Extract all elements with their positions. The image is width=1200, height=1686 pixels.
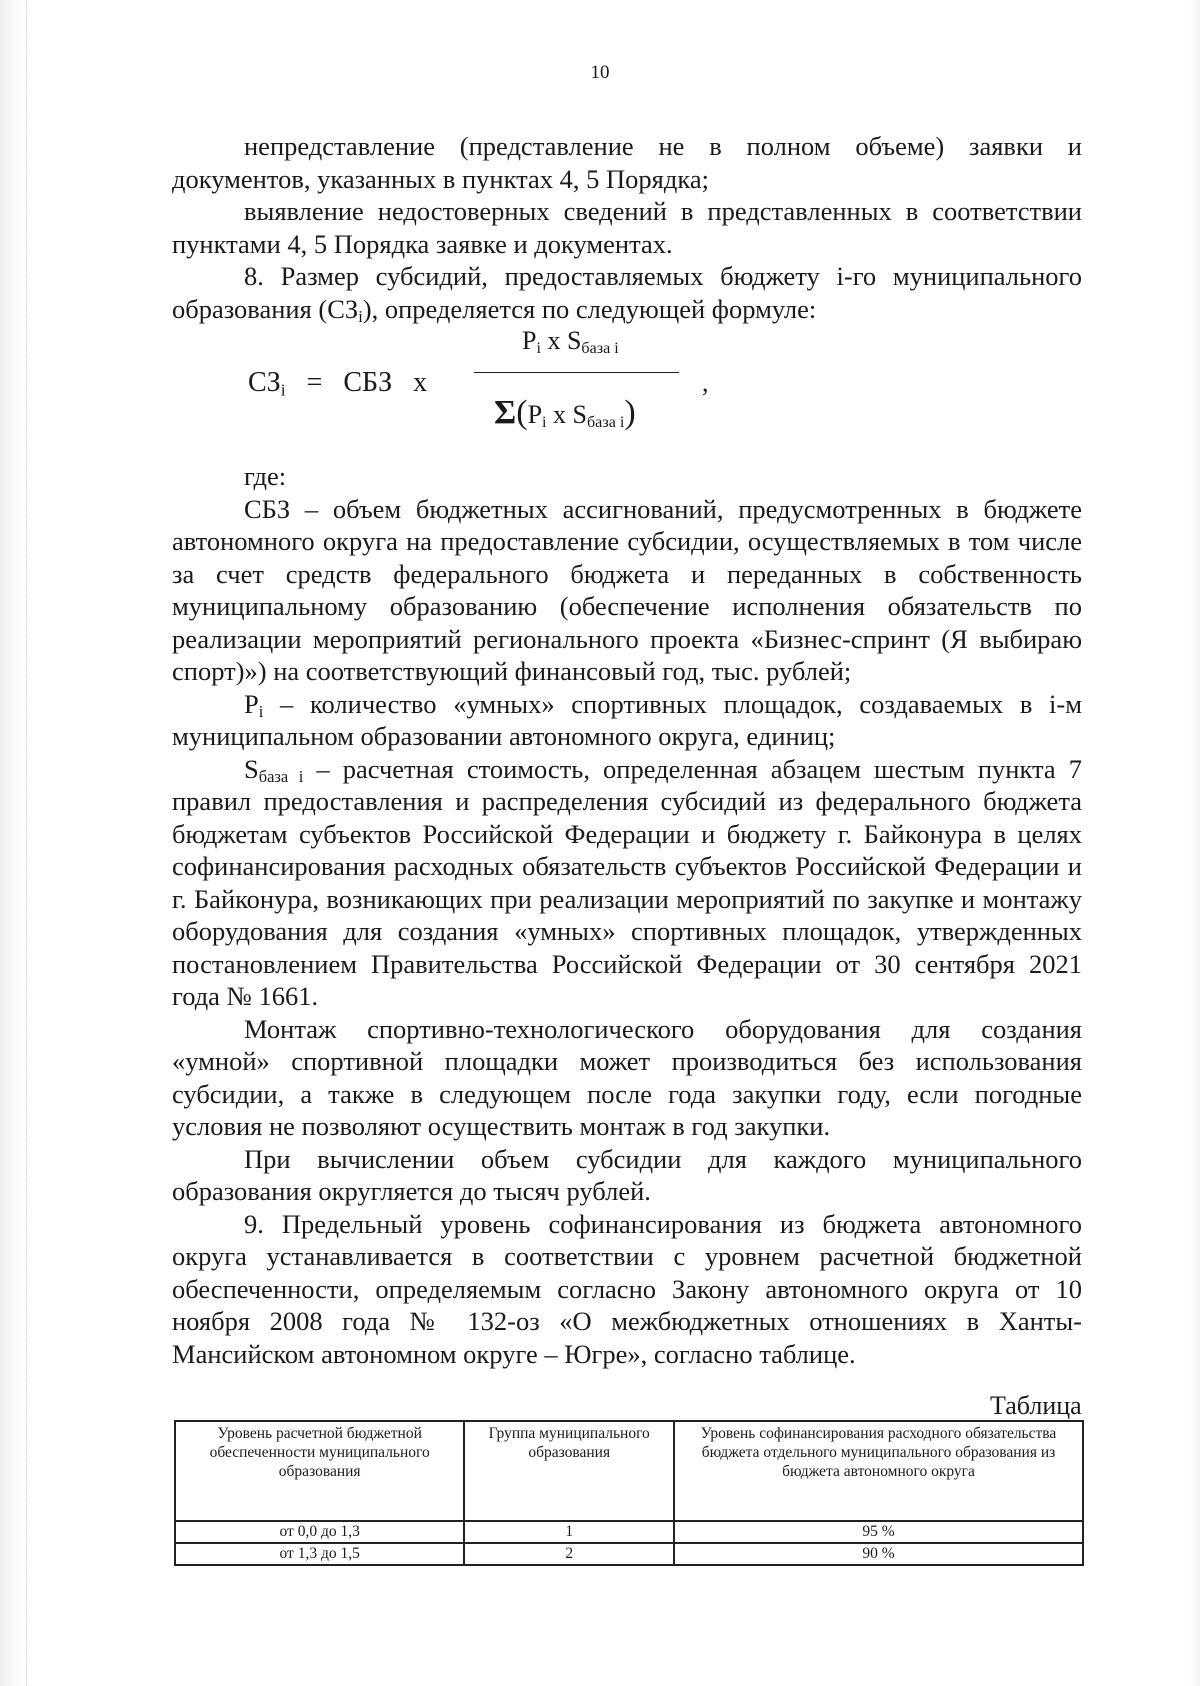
table-cell: 90 % [674,1543,1083,1565]
page-number: 10 [590,62,610,83]
formula-lhs: $СЗ_i$ = СБЗ x [248,367,428,400]
paragraph-point-8: 8. Размер субсидий, предоставляемых бюджету i-го муниципального образования $(СЗ_i)$, определяется по следующей формуле: [172,261,1082,326]
fraction-bar [474,372,679,373]
where-label: где: [244,461,287,491]
formula-comma: , [702,368,709,397]
table-row [175,1521,1083,1543]
paragraph: выявление недостоверных сведений в представленных в соответствии пунктами 4, 5 Порядка заявке и документах. [172,196,1082,259]
table-cell: 1 [464,1521,674,1543]
formula-denominator: $\Sigma(P_i$ x $S_{база i}$) [494,394,636,432]
paragraph: При вычислении объем субсидии для каждого муниципального образования округляется до тысяч рублей. [172,1143,1082,1206]
table-cell: 2 [464,1543,674,1565]
subsidy-formula [172,325,1082,460]
document-body [172,130,1082,1370]
table-row [175,1543,1083,1565]
definition-p: $P_i$ – количество «умных» спортивных площадок, создаваемых в i-м муниципальном образовании автономного округа, единиц; [172,688,1082,751]
table-cell: 95 % [674,1521,1083,1543]
scan-right-edge [1190,0,1200,1686]
cofinancing-table [174,1420,1084,1566]
table-caption: Таблица [990,1391,1082,1420]
table-header-cell: Группа муниципального образования [464,1421,674,1521]
table-header-cell: Уровень расчетной бюджетной обеспеченности муниципального образования [175,1421,464,1521]
table-header-row [175,1421,1083,1521]
paragraph-point-9: 9. Предельный уровень софинансирования из бюджета автономного округа устанавливается в соответствии с уровнем расчетной бюджетной обеспеченности, определяемым согласно Закону автономного округа от 10 ноября 2008 года № 132-оз «О межбюджетных отношениях в Ханты-Мансийском автономном округе – Югре», согласно таблице. [172,1208,1082,1369]
paragraph: Монтаж спортивно-технологического оборудования для создания «умной» спортивной площадки может производиться без использования субсидии, а также в следующем после года закупки году, если погодные условия не позволяют осуществить монтаж в год закупки. [172,1013,1082,1141]
definition-s: $S_{база i}$ – расчетная стоимость, определенная абзацем шестым пункта 7 правил предоставления и распределения субсидий из федерального бюджета бюджетам субъектов Российской Федерации и бюджету г. Байконура в целях софинансирования расходных обязательств субъектов Российской Федерации и г. Байконура, возникающих при реализации мероприятий по закупке и монтажу оборудования для создания «умных» спортивных площадок, утвержденных постановлением Правительства Российской Федерации от 30 сентября 2021 года № 1661. [172,753,1082,1011]
table-cell: от 0,0 до 1,3 [175,1521,464,1543]
scan-left-edge [0,0,27,1686]
paragraph: непредставление (представление не в полном объеме) заявки и документов, указанных в пунктах 4, 5 Порядка; [172,131,1082,194]
formula-numerator: $P_i$ x $S_{база i}$ [522,326,619,358]
sigma-icon: Σ [494,394,517,431]
table-header-cell: Уровень софинансирования расходного обязательства бюджета отдельного муниципального образования из бюджета автономного округа [674,1421,1083,1521]
definition-sbz: СБЗ – объем бюджетных ассигнований, предусмотренных в бюджете автономного округа на предоставление субсидии, осуществляемых в том числе за счет средств федерального бюджета и переданных в собственность муниципальному образованию (обеспечение исполнения обязательств по реализации мероприятий регионального проекта «Бизнес-спринт (Я выбираю спорт)») на соответствующий финансовый год, тыс. рублей; [172,493,1082,686]
table-cell: от 1,3 до 1,5 [175,1543,464,1565]
